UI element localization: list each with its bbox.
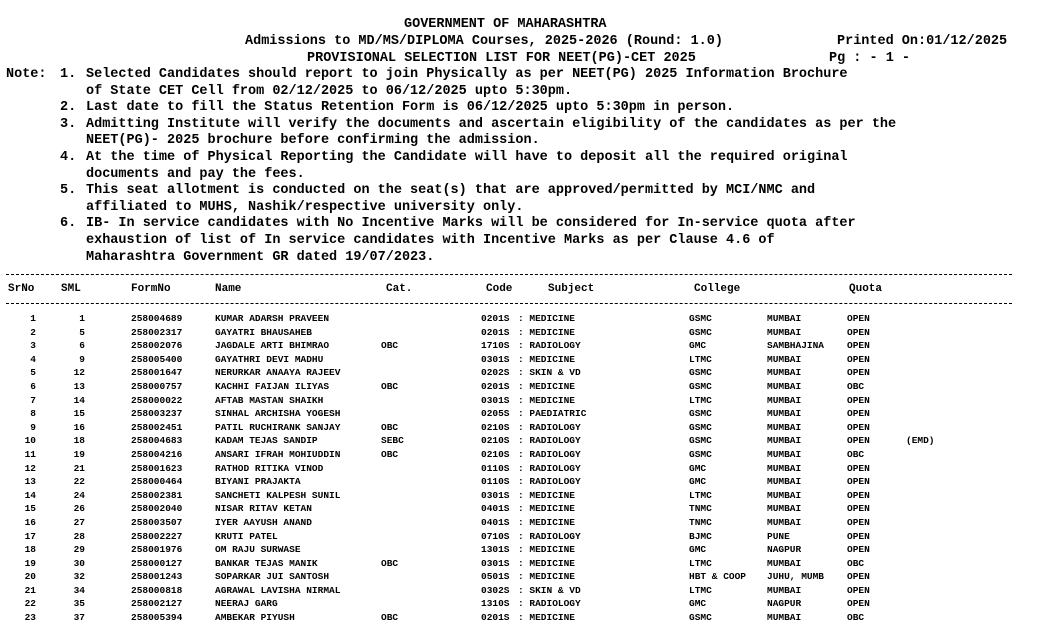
cell-name: NERURKAR ANAAYA RAJEEV <box>215 367 341 379</box>
cell-college: GSMC <box>689 435 712 447</box>
table-row <box>0 489 1040 503</box>
cell-category: OBC <box>381 612 399 624</box>
cell-name: IYER AAYUSH ANAND <box>215 516 312 528</box>
cell-srno: 16 <box>24 516 36 528</box>
cell-quota: OPEN <box>847 353 870 365</box>
cell-sml: 26 <box>73 503 85 515</box>
note-text: of State CET Cell from 02/12/2025 to 06/12/2025 upto 5:30pm. <box>86 83 573 99</box>
col-srno: SrNo <box>8 283 35 295</box>
note-text: Selected Candidates should report to join Physically as per NEET(PG) 2025 Information Brochure <box>86 67 848 82</box>
table-row <box>0 312 1040 326</box>
cell-name: NISAR RITAV KETAN <box>215 503 312 515</box>
cell-name: SANCHETI KALPESH SUNIL <box>215 489 341 501</box>
cell-formno: 258002227 <box>131 530 183 542</box>
cell-code: 0710S <box>481 530 510 542</box>
col-code: Code <box>486 283 513 295</box>
cell-name: SOPARKAR JUI SANTOSH <box>215 571 330 583</box>
note-number: 5. <box>60 183 77 199</box>
cell-name: GAYATRI BHAUSAHEB <box>215 326 312 338</box>
cell-sml: 27 <box>73 516 85 528</box>
cell-subject: : RADIOLOGY <box>518 448 581 460</box>
table-row <box>0 380 1040 394</box>
cell-college: GSMC <box>689 313 712 324</box>
cell-sml: 9 <box>79 353 85 365</box>
cell-subject: : MEDICINE <box>518 544 576 556</box>
note-text: documents and pay the fees. <box>86 166 305 182</box>
cell-subject: : RADIOLOGY <box>518 530 581 542</box>
cell-sml: 6 <box>79 340 85 352</box>
cell-subject: : MEDICINE <box>518 380 576 392</box>
cell-formno: 258002076 <box>131 340 183 352</box>
cell-quota: OPEN <box>847 598 870 610</box>
cell-quota: OPEN <box>847 340 870 352</box>
header-title: PROVISIONAL SELECTION LIST FOR NEET(PG)-CET 2025 <box>307 51 696 66</box>
cell-subject: : RADIOLOGY <box>518 340 581 352</box>
cell-name: NEERAJ GARG <box>215 598 278 610</box>
table-row <box>0 611 1040 625</box>
cell-subject: : MEDICINE <box>518 516 576 528</box>
cell-subject: : MEDICINE <box>518 571 576 583</box>
cell-code: 0301S <box>481 557 510 569</box>
note-text: Last date to fill the Status Retention Form is 06/12/2025 upto 5:30pm in person. <box>86 100 735 116</box>
cell-name: AFTAB MASTAN SHAIKH <box>215 394 324 406</box>
cell-sml: 13 <box>73 380 85 392</box>
cell-srno: 17 <box>24 530 36 542</box>
col-name: Name <box>215 283 242 295</box>
cell-college: GMC <box>689 340 707 352</box>
cell-sml: 16 <box>73 421 85 433</box>
cell-name: OM RAJU SURWASE <box>215 544 301 556</box>
cell-sml: 22 <box>73 476 85 488</box>
header-page-number: Pg : - 1 - <box>829 51 911 66</box>
cell-sml: 35 <box>73 598 85 610</box>
cell-srno: 2 <box>30 326 36 338</box>
cell-srno: 22 <box>24 598 36 610</box>
cell-name: BANKAR TEJAS MANIK <box>215 557 318 569</box>
cell-college: TNMC <box>689 503 712 515</box>
table-row <box>0 434 1040 448</box>
cell-formno: 258005400 <box>131 353 183 365</box>
note-number: 3. <box>60 116 77 132</box>
cell-srno: 10 <box>24 435 36 447</box>
cell-code: 0301S <box>481 394 510 406</box>
cell-srno: 14 <box>24 489 36 501</box>
cell-name: AMBEKAR PIYUSH <box>215 612 295 624</box>
cell-formno: 258000818 <box>131 584 183 596</box>
cell-quota: OPEN <box>847 503 870 515</box>
cell-srno: 11 <box>24 448 36 460</box>
cell-code: 1310S <box>481 598 510 610</box>
cell-formno: 258004683 <box>131 435 183 447</box>
cell-code: 1301S <box>481 544 510 556</box>
table-row <box>0 516 1040 530</box>
cell-category: OBC <box>381 421 399 433</box>
note-text: NEET(PG)- 2025 brochure before confirming the admission. <box>86 133 540 149</box>
cell-formno: 258000757 <box>131 380 183 392</box>
table-row <box>0 570 1040 584</box>
cell-formno: 258001243 <box>131 571 183 583</box>
cell-formno: 258002127 <box>131 598 183 610</box>
cell-city: MUMBAI <box>767 367 802 379</box>
cell-city: MUMBAI <box>767 380 802 392</box>
table-row <box>0 353 1040 367</box>
cell-name: KUMAR ADARSH PRAVEEN <box>215 313 330 324</box>
cell-subject: : MEDICINE <box>518 326 576 338</box>
cell-city: JUHU, MUMB <box>767 571 825 583</box>
cell-quota: OPEN <box>847 367 870 379</box>
cell-name: JAGDALE ARTI BHIMRAO <box>215 340 330 352</box>
cell-college: TNMC <box>689 516 712 528</box>
cell-code: 0201S <box>481 326 510 338</box>
cell-srno: 12 <box>24 462 36 474</box>
cell-code: 0301S <box>481 353 510 365</box>
cell-name: AGRAWAL LAVISHA NIRMAL <box>215 584 341 596</box>
col-sml: SML <box>61 283 81 295</box>
cell-city: MUMBAI <box>767 435 802 447</box>
col-category: Cat. <box>386 283 413 295</box>
cell-subject: : SKIN & VD <box>518 584 581 596</box>
cell-formno: 258002317 <box>131 326 183 338</box>
cell-remark: (EMD) <box>906 435 935 447</box>
cell-name: SINHAL ARCHISHA YOGESH <box>215 408 341 420</box>
cell-sml: 24 <box>73 489 85 501</box>
cell-city: NAGPUR <box>767 598 802 610</box>
cell-city: MUMBAI <box>767 503 802 515</box>
table-row <box>0 448 1040 462</box>
cell-code: 0210S <box>481 435 510 447</box>
cell-sml: 37 <box>73 612 85 624</box>
cell-srno: 5 <box>30 367 36 379</box>
cell-college: GSMC <box>689 326 712 338</box>
cell-sml: 28 <box>73 530 85 542</box>
cell-city: MUMBAI <box>767 313 802 324</box>
cell-city: MUMBAI <box>767 557 802 569</box>
cell-name: KADAM TEJAS SANDIP <box>215 435 318 447</box>
table-row <box>0 530 1040 544</box>
cell-quota: OBC <box>847 612 865 624</box>
cell-name: PATIL RUCHIRANK SANJAY <box>215 421 341 433</box>
cell-srno: 6 <box>30 380 36 392</box>
cell-formno: 258002040 <box>131 503 183 515</box>
cell-sml: 34 <box>73 584 85 596</box>
cell-name: KRUTI PATEL <box>215 530 278 542</box>
cell-subject: : MEDICINE <box>518 353 576 365</box>
cell-quota: OPEN <box>847 394 870 406</box>
cell-college: GMC <box>689 598 707 610</box>
cell-city: MUMBAI <box>767 489 802 501</box>
cell-sml: 1 <box>79 313 85 324</box>
cell-college: GSMC <box>689 380 712 392</box>
cell-college: GSMC <box>689 367 712 379</box>
cell-quota: OPEN <box>847 326 870 338</box>
cell-college: HBT & COOP <box>689 571 747 583</box>
cell-city: MUMBAI <box>767 394 802 406</box>
cell-srno: 18 <box>24 544 36 556</box>
cell-college: GMC <box>689 544 707 556</box>
divider-top <box>6 274 1012 275</box>
cell-code: 0110S <box>481 476 510 488</box>
cell-category: SEBC <box>381 435 404 447</box>
cell-quota: OBC <box>847 557 865 569</box>
cell-formno: 258003237 <box>131 408 183 420</box>
cell-subject: : SKIN & VD <box>518 367 581 379</box>
cell-quota: OBC <box>847 380 865 392</box>
cell-city: MUMBAI <box>767 408 802 420</box>
cell-city: MUMBAI <box>767 612 802 624</box>
cell-quota: OPEN <box>847 435 870 447</box>
cell-quota: OPEN <box>847 408 870 420</box>
cell-code: 1710S <box>481 340 510 352</box>
cell-srno: 9 <box>30 421 36 433</box>
note-text: IB- In service candidates with No Incentive Marks will be considered for In-service quota after <box>86 216 856 232</box>
table-row <box>0 339 1040 353</box>
cell-srno: 20 <box>24 571 36 583</box>
cell-category: OBC <box>381 557 399 569</box>
cell-college: LTMC <box>689 394 712 406</box>
cell-sml: 12 <box>73 367 85 379</box>
cell-code: 0301S <box>481 489 510 501</box>
cell-quota: OPEN <box>847 571 870 583</box>
cell-city: MUMBAI <box>767 476 802 488</box>
cell-sml: 14 <box>73 394 85 406</box>
cell-srno: 1 <box>30 313 36 324</box>
cell-srno: 23 <box>24 612 36 624</box>
cell-sml: 21 <box>73 462 85 474</box>
cell-college: LTMC <box>689 353 712 365</box>
cell-formno: 258002381 <box>131 489 183 501</box>
cell-subject: : RADIOLOGY <box>518 421 581 433</box>
cell-subject: : MEDICINE <box>518 313 576 324</box>
cell-sml: 32 <box>73 571 85 583</box>
cell-subject: : RADIOLOGY <box>518 462 581 474</box>
cell-city: MUMBAI <box>767 353 802 365</box>
cell-quota: OPEN <box>847 313 870 324</box>
table-row <box>0 543 1040 557</box>
table-row <box>0 502 1040 516</box>
cell-code: 0201S <box>481 380 510 392</box>
cell-srno: 19 <box>24 557 36 569</box>
cell-quota: OPEN <box>847 421 870 433</box>
cell-quota: OPEN <box>847 476 870 488</box>
cell-code: 0110S <box>481 462 510 474</box>
cell-formno: 258001647 <box>131 367 183 379</box>
cell-subject: : MEDICINE <box>518 612 576 624</box>
cell-subject: : RADIOLOGY <box>518 598 581 610</box>
cell-sml: 18 <box>73 435 85 447</box>
col-subject: Subject <box>548 283 595 295</box>
header-admissions: Admissions to MD/MS/DIPLOMA Courses, 2025-2026 (Round: 1.0) <box>245 34 723 49</box>
cell-quota: OPEN <box>847 584 870 596</box>
cell-code: 0210S <box>481 448 510 460</box>
note-text: This seat allotment is conducted on the seat(s) that are approved/permitted by MCI/NMC and <box>86 183 816 199</box>
cell-name: GAYATHRI DEVI MADHU <box>215 353 324 365</box>
note-text: affiliated to MUHS, Nashik/respective university only. <box>86 199 524 215</box>
cell-college: GSMC <box>689 421 712 433</box>
cell-college: LTMC <box>689 584 712 596</box>
cell-code: 0202S <box>481 367 510 379</box>
cell-college: LTMC <box>689 557 712 569</box>
note-number: 2. <box>60 100 77 116</box>
cell-formno: 258001623 <box>131 462 183 474</box>
note-number: 1. <box>60 67 77 82</box>
cell-sml: 5 <box>79 326 85 338</box>
table-row <box>0 326 1040 340</box>
cell-city: MUMBAI <box>767 448 802 460</box>
cell-quota: OPEN <box>847 530 870 542</box>
table-row <box>0 584 1040 598</box>
cell-srno: 3 <box>30 340 36 352</box>
cell-college: GSMC <box>689 448 712 460</box>
cell-formno: 258000022 <box>131 394 183 406</box>
note-text: At the time of Physical Reporting the Candidate will have to deposit all the required original <box>86 150 848 165</box>
cell-college: BJMC <box>689 530 712 542</box>
notes-label: Note: <box>6 67 47 82</box>
cell-srno: 15 <box>24 503 36 515</box>
cell-name: ANSARI IFRAH MOHIUDDIN <box>215 448 341 460</box>
cell-srno: 4 <box>30 353 36 365</box>
cell-srno: 8 <box>30 408 36 420</box>
cell-name: KACHHI FAIJAN ILIYAS <box>215 380 330 392</box>
cell-name: BIYANI PRAJAKTA <box>215 476 301 488</box>
cell-formno: 258000464 <box>131 476 183 488</box>
cell-code: 0302S <box>481 584 510 596</box>
note-text: Admitting Institute will verify the documents and ascertain eligibility of the candidates as per the <box>86 116 897 132</box>
cell-formno: 258005394 <box>131 612 183 624</box>
cell-city: MUMBAI <box>767 462 802 474</box>
cell-city: MUMBAI <box>767 516 802 528</box>
cell-srno: 21 <box>24 584 36 596</box>
cell-college: GMC <box>689 462 707 474</box>
cell-city: MUMBAI <box>767 326 802 338</box>
col-formno: FormNo <box>131 283 171 295</box>
cell-sml: 15 <box>73 408 85 420</box>
cell-subject: : MEDICINE <box>518 503 576 515</box>
cell-quota: OPEN <box>847 516 870 528</box>
cell-subject: : MEDICINE <box>518 489 576 501</box>
cell-city: NAGPUR <box>767 544 802 556</box>
cell-name: RATHOD RITIKA VINOD <box>215 462 324 474</box>
header-government: GOVERNMENT OF MAHARASHTRA <box>404 17 607 32</box>
note-text: exhaustion of list of In service candidates with Incentive Marks as per Clause 4.6 of <box>86 233 775 248</box>
cell-subject: : PAEDIATRIC <box>518 408 587 420</box>
cell-sml: 19 <box>73 448 85 460</box>
cell-city: PUNE <box>767 530 790 542</box>
cell-code: 0205S <box>481 408 510 420</box>
cell-college: GMC <box>689 476 707 488</box>
cell-subject: : MEDICINE <box>518 394 576 406</box>
cell-quota: OPEN <box>847 544 870 556</box>
cell-category: OBC <box>381 380 399 392</box>
cell-category: OBC <box>381 340 399 352</box>
cell-formno: 258004216 <box>131 448 183 460</box>
table-row <box>0 597 1040 611</box>
note-text: Maharashtra Government GR dated 19/07/2023. <box>86 249 435 265</box>
cell-code: 0201S <box>481 612 510 624</box>
cell-college: GSMC <box>689 408 712 420</box>
table-row <box>0 394 1040 408</box>
cell-formno: 258001976 <box>131 544 183 556</box>
cell-quota: OBC <box>847 448 865 460</box>
cell-college: LTMC <box>689 489 712 501</box>
table-row <box>0 557 1040 571</box>
table-row <box>0 475 1040 489</box>
cell-code: 0401S <box>481 516 510 528</box>
cell-subject: : RADIOLOGY <box>518 435 581 447</box>
cell-formno: 258003507 <box>131 516 183 528</box>
col-college: College <box>694 283 741 295</box>
cell-sml: 30 <box>73 557 85 569</box>
table-row <box>0 462 1040 476</box>
table-row <box>0 407 1040 421</box>
cell-formno: 258004689 <box>131 313 183 324</box>
note-number: 6. <box>60 216 77 232</box>
selection-table <box>0 312 1040 625</box>
cell-sml: 29 <box>73 544 85 556</box>
cell-quota: OPEN <box>847 462 870 474</box>
cell-srno: 13 <box>24 476 36 488</box>
cell-code: 0501S <box>481 571 510 583</box>
cell-category: OBC <box>381 448 399 460</box>
cell-college: GSMC <box>689 612 712 624</box>
cell-city: MUMBAI <box>767 421 802 433</box>
cell-city: SAMBHAJINA <box>767 340 825 352</box>
col-quota: Quota <box>849 283 883 295</box>
cell-formno: 258002451 <box>131 421 183 433</box>
header-printed-on: Printed On:01/12/2025 <box>837 34 1008 49</box>
cell-code: 0401S <box>481 503 510 515</box>
cell-code: 0201S <box>481 313 510 324</box>
cell-city: MUMBAI <box>767 584 802 596</box>
cell-subject: : MEDICINE <box>518 557 576 569</box>
divider-header <box>6 303 1012 304</box>
table-row <box>0 421 1040 435</box>
cell-srno: 7 <box>30 394 36 406</box>
note-number: 4. <box>60 150 77 165</box>
cell-subject: : RADIOLOGY <box>518 476 581 488</box>
cell-formno: 258000127 <box>131 557 183 569</box>
table-row <box>0 366 1040 380</box>
cell-code: 0210S <box>481 421 510 433</box>
cell-quota: OPEN <box>847 489 870 501</box>
